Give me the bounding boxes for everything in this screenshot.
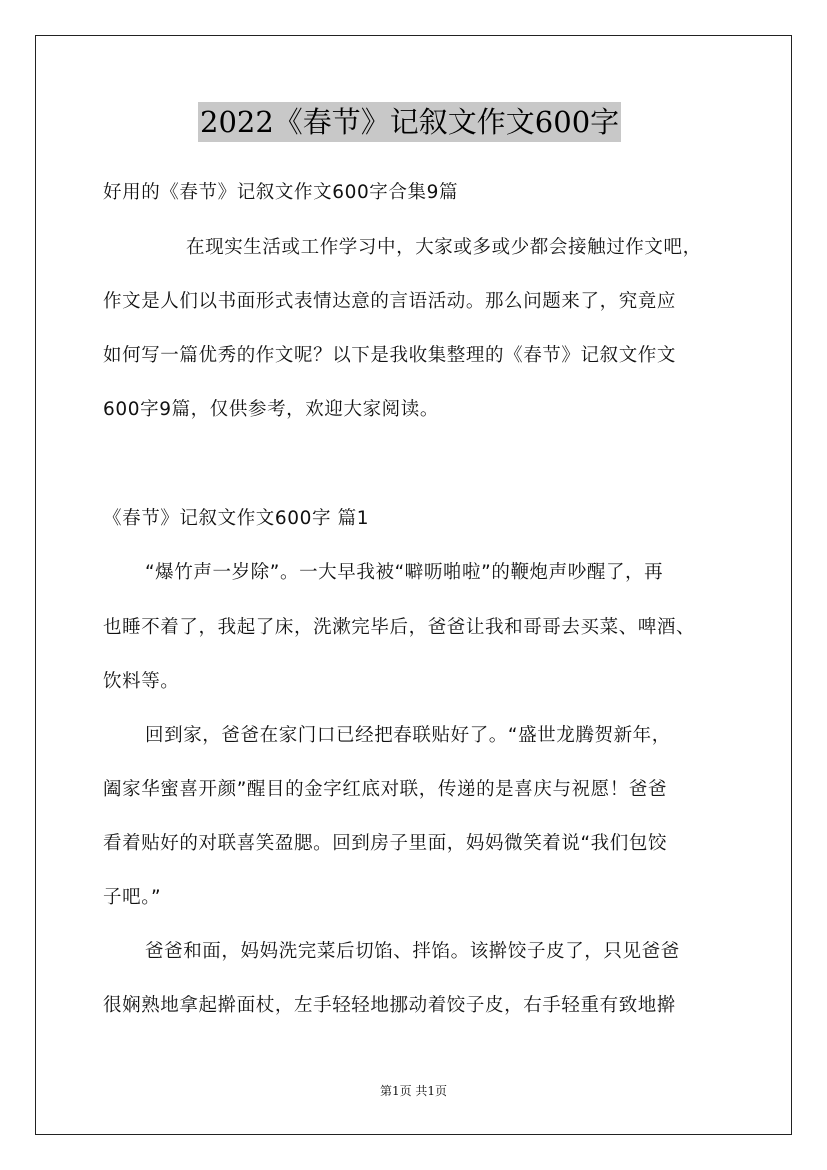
paragraph1-line-1: “爆竹声一岁除”。一大早我被“噼呖啪啦”的鞭炮声吵醒了，再 — [145, 562, 664, 583]
paragraph1-line-2: 也睡不着了，我起了床，洗漱完毕后，爸爸让我和哥哥去买菜、啤酒、 — [103, 617, 696, 638]
document-title: 2022《春节》记叙文作文600字 — [198, 102, 621, 142]
paragraph2-line-2: 阖家华蜜喜开颜”醒目的金字红底对联，传递的是喜庆与祝愿！爸爸 — [103, 779, 668, 800]
intro-line-4: 600字9篇，仅供参考，欢迎大家阅读。 — [103, 399, 439, 420]
paragraph2-line-3: 看着贴好的对联喜笑盈腮。回到房子里面，妈妈微笑着说“我们包饺 — [103, 833, 668, 854]
intro-line-1: 在现实生活或工作学习中，大家或多或少都会接触过作文吧， — [186, 237, 702, 258]
paragraph3-line-2: 很娴熟地拿起擀面杖，左手轻轻地挪动着饺子皮，右手轻重有致地擀 — [103, 995, 677, 1016]
intro-line-2: 作文是人们以书面形式表情达意的言语活动。那么问题来了，究竟应 — [103, 291, 677, 312]
paragraph3-line-1: 爸爸和面，妈妈洗完菜后切馅、拌馅。该擀饺子皮了，只见爸爸 — [145, 941, 680, 962]
page-footer: 第1页 共1页 — [379, 1084, 448, 1098]
document-subtitle: 好用的《春节》记叙文作文600字合集9篇 — [103, 182, 459, 203]
section-heading: 《春节》记叙文作文600字 篇1 — [103, 508, 370, 529]
paragraph1-line-3: 饮料等。 — [103, 671, 180, 692]
paragraph2-line-4: 子吧。” — [103, 887, 162, 908]
intro-line-3: 如何写一篇优秀的作文呢？以下是我收集整理的《春节》记叙文作文 — [103, 345, 677, 366]
paragraph2-line-1: 回到家，爸爸在家门口已经把春联贴好了。“盛世龙腾贺新年， — [145, 725, 671, 746]
